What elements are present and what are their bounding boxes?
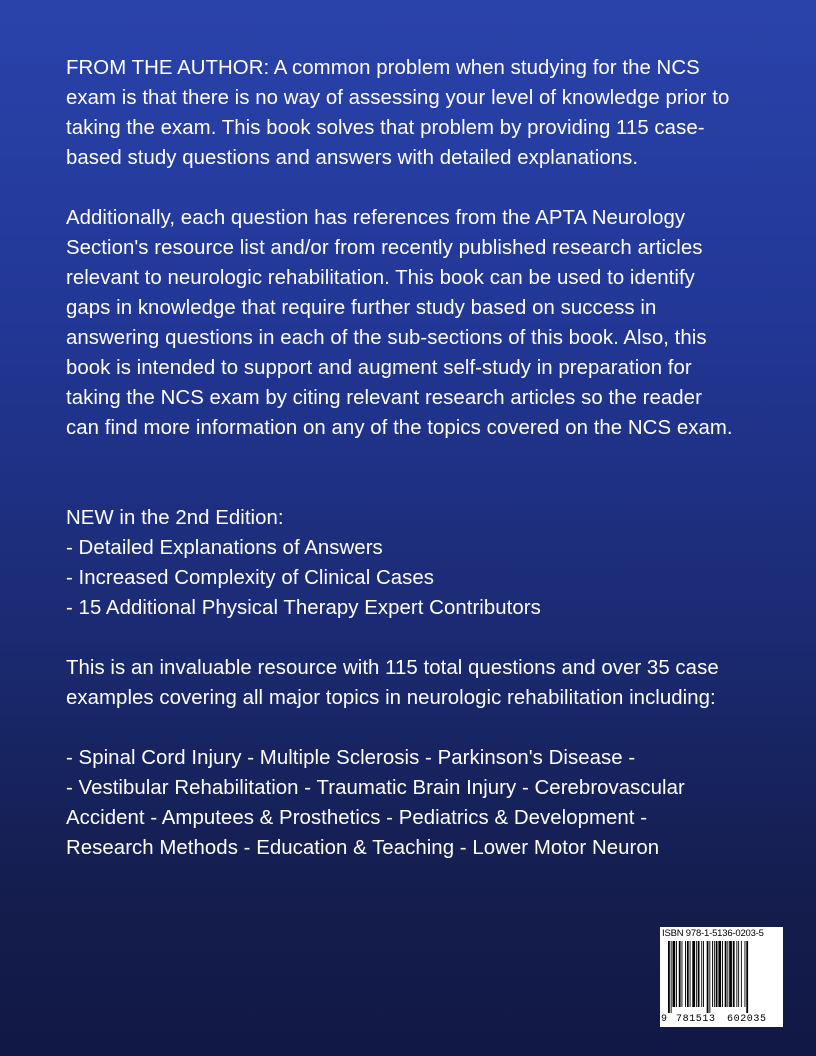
new-edition-item: - 15 Additional Physical Therapy Expert Contributors — [66, 597, 541, 619]
barcode-bar — [746, 941, 748, 1013]
barcode-digits — [660, 1014, 783, 1026]
barcode-bar — [676, 941, 677, 1007]
new-edition-item: - Increased Complexity of Clinical Cases — [66, 567, 435, 589]
barcode-bar — [729, 941, 732, 1007]
isbn-label: ISBN 978-1-5136-0203-5 — [662, 928, 764, 939]
barcode-bar — [738, 941, 739, 1007]
barcode-bar — [692, 941, 695, 1007]
intro-line: taking the exam. This book solves that problem by providing 115 case- — [66, 117, 705, 139]
paragraph-spacer — [66, 623, 786, 653]
resource-paragraph — [66, 653, 786, 713]
intro-line: based study questions and answers with detailed explanations. — [66, 147, 639, 169]
new-edition-item: - Detailed Explanations of Answers — [66, 537, 383, 559]
new-edition-section — [66, 503, 786, 623]
barcode-bar — [716, 941, 718, 1007]
barcode-bar — [727, 941, 728, 1007]
barcode-bar — [725, 941, 727, 1007]
barcode-digits-right: 602035 — [727, 1014, 767, 1025]
references-line: Additionally, each question has references from the APTA Neurology — [66, 207, 686, 229]
barcode-bar — [712, 941, 713, 1007]
barcode-bar — [679, 941, 681, 1007]
back-cover-text — [66, 53, 786, 863]
barcode-bar — [709, 941, 710, 1013]
references-line: relevant to neurologic rehabilitation. This book can be used to identify — [66, 267, 695, 289]
references-line: gaps in knowledge that require further study based on success in — [66, 297, 657, 319]
barcode-bar — [736, 941, 737, 1007]
paragraph-spacer — [66, 173, 786, 203]
topics-line: Research Methods - Education & Teaching - Lower Motor Neuron — [66, 837, 660, 859]
intro-line: FROM THE AUTHOR: A common problem when studying for the NCS — [66, 57, 700, 79]
barcode-bar — [745, 941, 746, 1007]
paragraph-spacer — [66, 443, 786, 503]
intro-paragraph — [66, 53, 786, 173]
barcode-bar — [733, 941, 735, 1007]
barcode-bar — [685, 941, 686, 1007]
barcode-bar — [687, 941, 689, 1007]
references-line: answering questions in each of the sub-sections of this book. Also, this — [66, 327, 707, 349]
barcode-bar — [671, 941, 672, 1013]
references-line: can find more information on any of the topics covered on the NCS exam. — [66, 417, 733, 439]
references-line: Section's resource list and/or from recently published research articles — [66, 237, 703, 259]
barcode-bar — [718, 941, 721, 1007]
barcode-bar — [682, 941, 683, 1007]
references-line: taking the NCS exam by citing relevant research articles so the reader — [66, 387, 702, 409]
barcode-bar — [714, 941, 715, 1007]
topics-line: - Vestibular Rehabilitation - Traumatic Brain Injury - Cerebrovascular — [66, 777, 685, 799]
barcode-bar — [722, 941, 723, 1007]
barcode-bar — [690, 941, 691, 1007]
topics-line: - Spinal Cord Injury - Multiple Sclerosis - Parkinson's Disease - — [66, 747, 636, 769]
isbn-barcode — [660, 927, 783, 1027]
barcode-bar — [668, 941, 670, 1013]
topics-line: Accident - Amputees & Prosthetics - Pediatrics & Development - — [66, 807, 648, 829]
new-edition-heading: NEW in the 2nd Edition: — [66, 507, 284, 529]
barcode-bars-icon — [668, 941, 778, 1013]
barcode-digit-lead: 9 — [661, 1014, 668, 1025]
resource-line: This is an invaluable resource with 115 total questions and over 35 case — [66, 657, 719, 679]
paragraph-spacer — [66, 713, 786, 743]
barcode-bar — [701, 941, 702, 1007]
barcode-bar — [741, 941, 742, 1007]
references-line: book is intended to support and augment self-study in preparation for — [66, 357, 692, 379]
resource-line: examples covering all major topics in neurologic rehabilitation including: — [66, 687, 716, 709]
intro-line: exam is that there is no way of assessing your level of knowledge prior to — [66, 87, 730, 109]
barcode-bar — [703, 941, 704, 1007]
barcode-digits-left: 781513 — [676, 1014, 716, 1025]
topics-paragraph — [66, 743, 786, 863]
barcode-bar — [673, 941, 676, 1007]
barcode-bar — [707, 941, 709, 1013]
barcode-bar — [696, 941, 697, 1007]
barcode-bar — [698, 941, 700, 1007]
references-paragraph — [66, 203, 786, 443]
